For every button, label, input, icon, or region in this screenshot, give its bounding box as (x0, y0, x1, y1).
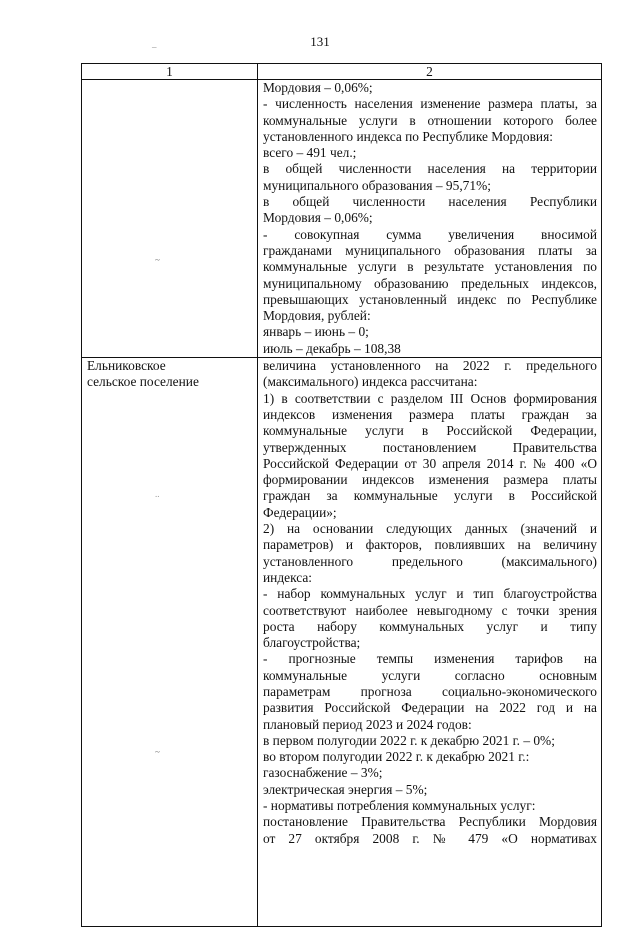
text-line: Мордовия, рублей: (263, 308, 371, 324)
text-line: - прогнозные темпы изменения тарифов на (263, 651, 597, 667)
text-line: от 27 октября 2008 г. № 479 «О нормативах (263, 830, 597, 846)
text-line: установленного индекса по Республике Мордовия: (263, 128, 553, 144)
text-line: - совокупная сумма увеличения вносимой (263, 226, 597, 242)
text-line: электрическая энергия – 5%; (263, 781, 428, 797)
text-line: - нормативы потребления коммунальных услуг: (263, 798, 536, 814)
text-line: муниципального образования – 95,71%; (263, 177, 491, 193)
text-line: соответствуют наиболее невыгодному с точки зрения (263, 602, 597, 618)
scan-mark: .. (155, 489, 160, 500)
text-line: утвержденных постановлением Правительства (263, 439, 597, 455)
row1-description-cell (258, 80, 602, 358)
text-line: газоснабжение – 3%; (263, 765, 383, 781)
text-line: коммунальные услуги согласно основным (263, 667, 597, 683)
table-row (82, 358, 602, 927)
text-line: 1) в соответствии с разделом III Основ формирования (263, 390, 597, 406)
text-line: установленного предельного (максимального) (263, 553, 597, 569)
text-line: в общей численности населения Республики (263, 194, 597, 210)
text-line: Мордовия – 0,06%; (263, 80, 373, 95)
text-line: Мордовия – 0,06%; (263, 210, 373, 226)
text-line: в первом полугодии 2022 г. к декабрю 2021 г. – 0%; (263, 732, 555, 748)
text-line: во втором полугодии 2022 г. к декабрю 2021 г.: (263, 749, 530, 765)
text-line: коммунальные услуги в отношении которого более (263, 112, 597, 128)
text-line: индексов изменения размера платы граждан за (263, 406, 597, 422)
text-line: коммунальные услуги в Российской Федерации, (263, 423, 597, 439)
text-line: параметрам прогноза социально-экономического (263, 683, 597, 699)
row1-municipality-cell (82, 80, 258, 358)
text-line: коммунальные услуги в результате установления по (263, 259, 597, 275)
municipality-name-line-2: сельское поселение (87, 374, 199, 390)
municipality-name-line-1: Ельниковское (87, 358, 166, 374)
text-line: 2) на основании следующих данных (значений и (263, 521, 597, 537)
text-line: январь – июнь – 0; (263, 324, 369, 340)
header-col-1: 1 (82, 64, 258, 80)
text-line: Российской Федерации от 30 апреля 2014 г. № 400 «О (263, 455, 597, 471)
text-line: в общей численности населения на территории (263, 161, 597, 177)
text-line: развития Российской Федерации на 2022 год и на (263, 700, 597, 716)
text-line: - набор коммунальных услуг и тип благоустройства (263, 586, 597, 602)
text-line: благоустройства; (263, 635, 361, 651)
text-line: формировании индексов изменения размера платы (263, 472, 597, 488)
text-line: граждан за коммунальные услуги в Российской (263, 488, 597, 504)
text-line: муниципальному образованию предельных индексов, (263, 275, 597, 291)
page-number: 131 (310, 34, 330, 49)
text-line: плановый период 2023 и 2024 годов: (263, 716, 472, 732)
table-header-row (82, 64, 602, 80)
text-line: гражданами муниципального образования платы за (263, 242, 597, 258)
header-col-2: 2 (258, 64, 602, 80)
text-line: всего – 491 чел.; (263, 145, 357, 161)
text-line: величина установленного на 2022 г. предельного (263, 358, 597, 374)
text-line: параметров) и факторов, повлиявших на величину (263, 537, 597, 553)
text-line: превышающих установленный индекс по Республике (263, 291, 597, 307)
scan-mark: ~ (155, 747, 160, 758)
text-line: (максимального) индекса рассчитана: (263, 374, 478, 390)
scan-artifact: – (152, 42, 157, 52)
text-line: роста набору коммунальных услуг и типу (263, 618, 597, 634)
row2-municipality-cell (82, 358, 258, 927)
scan-mark: ~ (155, 255, 160, 265)
row2-description-cell (258, 358, 602, 927)
document-table (81, 63, 602, 927)
text-line: Федерации»; (263, 504, 337, 520)
table-row (82, 80, 602, 358)
text-line: индекса: (263, 569, 313, 585)
text-line: - численность населения изменение размера платы, за (263, 96, 597, 112)
text-line: июль – декабрь – 108,38 (263, 340, 401, 356)
text-line: постановление Правительства Республики Мордовия (263, 814, 597, 830)
